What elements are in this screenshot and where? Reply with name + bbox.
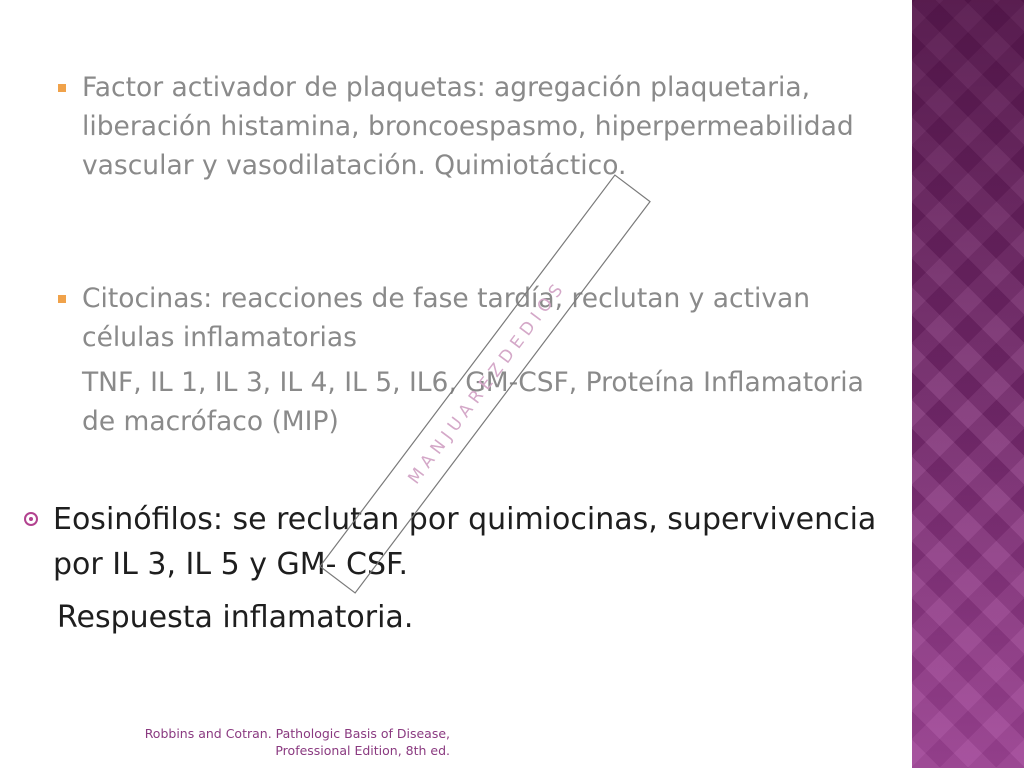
circle-bullet-icon xyxy=(24,512,38,526)
watermark-text: M A N J U A R E Z D E D I O S xyxy=(404,281,568,489)
main-bullet-text: Eosinófilos: se reclutan por quimiocinas, supervivencia por IL 3, IL 5 y GM- CSF. xyxy=(53,502,877,582)
sub-bullet-item xyxy=(58,68,908,185)
sub-bullet-text: Factor activador de plaquetas: agregación plaquetaria, liberación histamina, broncoespasmo, hiperpermeabilidad vascular y vasodilatación. Quimiotáctico. xyxy=(82,72,854,181)
sub-bullet-text: Citocinas: reacciones de fase tardía, reclutan y activan células inflamatorias xyxy=(82,283,811,353)
square-bullet-icon xyxy=(58,295,66,303)
main-bullet-continuation: Respuesta inflamatoria. xyxy=(57,600,414,635)
citation-text: Robbins and Cotran. Pathologic Basis of Disease, Professional Edition, 8th ed. xyxy=(144,726,450,758)
main-bullet-item xyxy=(22,497,902,587)
sub-bullet-continuation: TNF, IL 1, IL 3, IL 4, IL 5, IL6, GM-CSF, Proteína Inflamatoria de macrófaco (MIP) xyxy=(82,367,864,437)
square-bullet-icon xyxy=(58,84,66,92)
sub-bullet-item xyxy=(58,279,908,357)
decorative-side-band xyxy=(912,0,1024,768)
